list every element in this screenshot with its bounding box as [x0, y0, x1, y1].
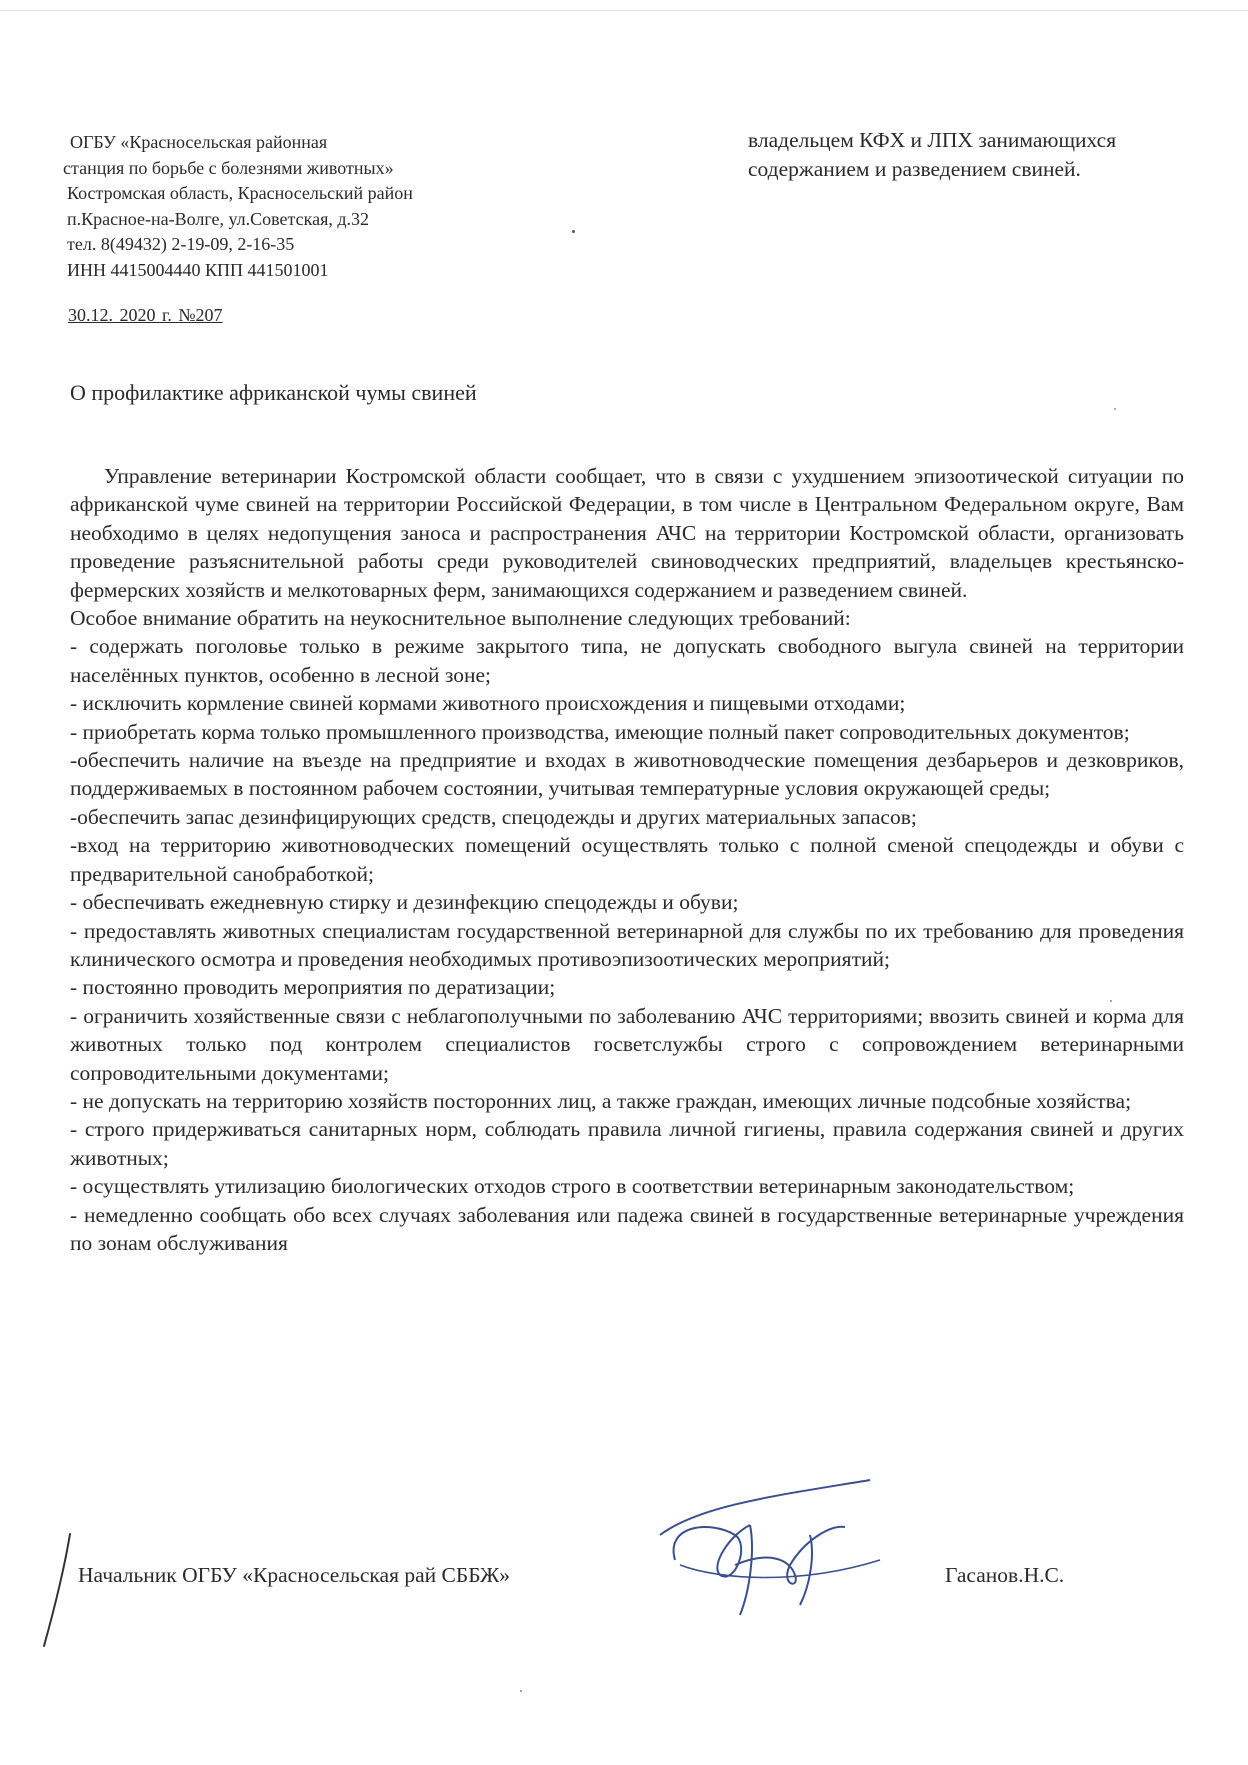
intro-paragraph: Управление ветеринарии Костромской области сообщает, что в связи с ухудшением эпизоотической ситуации по африканской чуме свиней на территории Российской Федерации, в том числе в Центральном Федеральном округе, Вам необходимо в целях недопущения заноса и распространения АЧС на территории Костромской области, организовать проведение разъяснительной работы среди руководителей свиноводческих предприятий, владельцев крестьянско-фермерских хозяйств и мелкотоварных ферм, занимающихся содержанием и разведением свиней. — [70, 464, 1184, 602]
margin-pen-stroke — [38, 1530, 78, 1650]
scan-speck — [1110, 1000, 1112, 1002]
sender-line: ОГБУ «Красносельская районная — [70, 132, 328, 152]
scan-speck — [1114, 408, 1116, 410]
recipient-block — [748, 126, 1116, 184]
letter-body — [70, 462, 1184, 1257]
requirement-item: - предоставлять животных специалистам государственной ветеринарной для службы по их требованию для проведения клинического осмотра и проведения необходимых противоэпизоотических мероприятий; — [70, 918, 1184, 971]
recipient-line: содержанием и разведением свиней. — [748, 157, 1081, 181]
requirement-item: -вход на территорию животноводческих помещений осуществлять только с полной сменой спецодежды и обуви с предварительной санобработкой; — [70, 833, 1184, 886]
requirement-item: -обеспечить наличие на въезде на предприятие и входах в животноводческие помещения дезбарьеров и дезковриков, поддерживаемых в постоянном рабочем состоянии, учитывая температурные условия окружающей среды; — [70, 748, 1184, 801]
sender-line: п.Красное-на-Волге, ул.Советская, д.32 — [67, 208, 370, 229]
requirement-item: - приобретать корма только промышленного производства, имеющие полный пакет сопроводительных документов; — [70, 719, 1130, 744]
requirement-item: - содержать поголовье только в режиме закрытого типа, не допускать свободного выгула свиней на территории населённых пунктов, особенно в лесной зоне; — [70, 634, 1184, 687]
scan-speck — [572, 230, 575, 233]
requirement-item: - не допускать на территорию хозяйств посторонних лиц, а также граждан, имеющих личные подсобные хозяйства; — [70, 1088, 1132, 1113]
requirement-item: - постоянно проводить мероприятия по дератизации; — [70, 975, 556, 1000]
signatory-title: Начальник ОГБУ «Красносельская рай СББЖ» — [78, 1563, 511, 1587]
recipient-line: владельцем КФХ и ЛПХ занимающихся — [748, 128, 1117, 152]
requirement-item: - осуществлять утилизацию биологических отходов строго в соответствии ветеринарным законодательством; — [70, 1174, 1075, 1199]
requirement-item: - исключить кормление свиней кормами животного происхождения и пищевыми отходами; — [70, 691, 906, 716]
requirement-item: - немедленно сообщать обо всех случаях заболевания или падежа свиней в государственные ветеринарные учреждения по зонам обслуживания — [70, 1202, 1184, 1255]
subject-line: О профилактике африканской чумы свиней — [70, 380, 477, 405]
sender-block — [63, 130, 413, 283]
handwritten-signature — [640, 1465, 900, 1625]
requirement-item: - строго придерживаться санитарных норм, соблюдать правила личной гигиены, правила содержания свиней и других животных; — [70, 1117, 1184, 1170]
requirement-item: -обеспечить запас дезинфицирующих средств, спецодежды и других материальных запасов; — [70, 804, 917, 829]
attention-paragraph: Особое внимание обратить на неукоснительное выполнение следующих требований: — [70, 606, 851, 631]
scan-edge-line — [0, 10, 1248, 11]
signatory-name: Гасанов.Н.С. — [945, 1563, 1065, 1587]
date-number: 30.12. 2020 г. №207 — [68, 305, 223, 325]
scan-speck — [520, 1690, 522, 1692]
sender-line: тел. 8(49432) 2-19-09, 2-16-35 — [67, 234, 295, 254]
requirement-item: - ограничить хозяйственные связи с неблагополучными по заболеванию АЧС территориями; ввозить свиней и корма для животных только под контролем специалистов госветслужбы строго с сопровождением ветеринарными сопроводительными документами; — [70, 1003, 1184, 1085]
requirement-item: - обеспечивать ежедневную стирку и дезинфекцию спецодежды и обуви; — [70, 890, 739, 915]
sender-line: ИНН 4415004440 КПП 441501001 — [67, 259, 329, 280]
sender-line: Костромская область, Красносельский район — [67, 183, 413, 203]
sender-line: станция по борьбе с болезнями животных» — [63, 157, 394, 178]
